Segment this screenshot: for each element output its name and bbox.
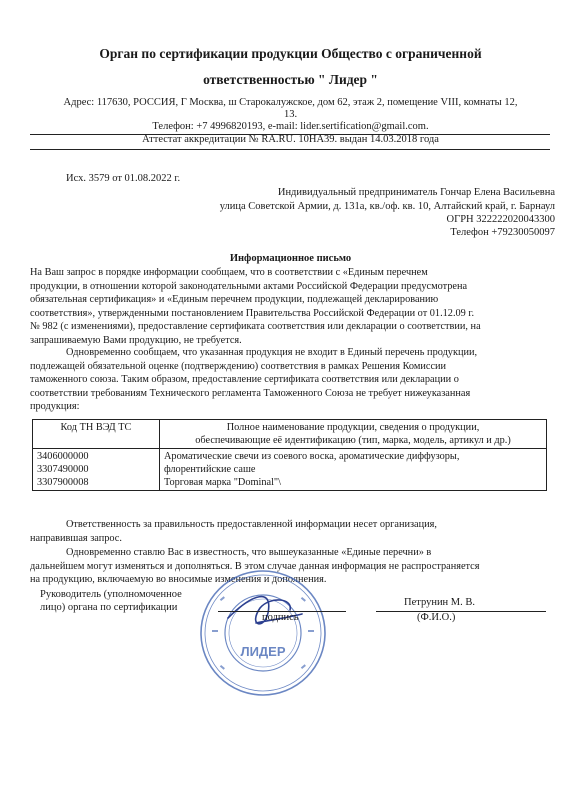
paragraph-1-line: На Ваш запрос в порядке информации сообщаем, что в соответствии с «Единым перечнем bbox=[30, 267, 428, 278]
code-value: 3307900008 bbox=[37, 477, 89, 488]
accreditation: Аттестат аккредитации № RA.RU. 10НА39. выдан 14.03.2018 года bbox=[142, 134, 439, 145]
table-header-row bbox=[33, 420, 547, 449]
table-header-description-line: Полное наименование продукции, сведения о продукции, bbox=[226, 422, 480, 433]
code-value: 3307490000 bbox=[37, 464, 89, 475]
paragraph-1-line: № 982 (с изменениями), предоставление сертификата соответствия или декларации о соответствии, на bbox=[30, 321, 481, 333]
paragraph-1-line: обязательная сертификация» и «Единым перечнем продукции, подлежащей декларированию bbox=[30, 294, 439, 306]
signer-role-line2: лицо) органа по сертификации bbox=[40, 602, 178, 613]
table-header-description-line: обеспечивающие её идентификацию (тип, марка, модель, артикул и др.) bbox=[195, 435, 511, 446]
recipient-name: Индивидуальный предприниматель Гончар Елена Васильевна bbox=[277, 187, 555, 198]
recipient-phone: Телефон +79230050097 bbox=[450, 227, 555, 238]
paragraph-1-line: соответствия», утвержденными постановлением Правительства Российской Федерации от 01.12.09 г. bbox=[30, 307, 475, 319]
header-divider-2 bbox=[30, 149, 550, 150]
phone-email: Телефон: +7 4996820193, e-mail: lider.sertification@gmail.com. bbox=[152, 121, 429, 132]
signature-caption: подпись bbox=[262, 612, 299, 623]
paragraph-2-line: подлежащей обязательной оценке (подтверждению) соответствия в рамках Решения Комиссии bbox=[30, 360, 447, 372]
recipient-ogrn: ОГРН 322222020043300 bbox=[446, 214, 555, 225]
description-line: флорентийские саше bbox=[164, 464, 256, 475]
description-line: Торговая марка "Dominal"\ bbox=[164, 477, 281, 488]
outgoing-number: Исх. 3579 от 01.08.2022 г. bbox=[66, 173, 181, 184]
name-line bbox=[376, 611, 546, 612]
paragraph-4-line: Одновременно ставлю Вас в известность, что вышеуказанные «Единые перечни» в bbox=[66, 547, 432, 558]
paragraph-2 bbox=[30, 346, 550, 414]
code-value: 3406000000 bbox=[37, 451, 89, 462]
stamp-center-text: ЛИДЕР bbox=[240, 644, 286, 659]
paragraph-3 bbox=[30, 518, 550, 545]
paragraph-2-line: продукция: bbox=[30, 401, 80, 413]
paragraph-3-line: Ответственность за правильность предоставленной информации несет организация, bbox=[66, 519, 437, 530]
paragraph-1-line: продукции, в отношении которой законодательными актами Российской Федерации предусмотрена bbox=[30, 280, 468, 292]
paragraph-1-line: запрашиваемую Вами продукцию, не требуется. bbox=[30, 334, 242, 346]
paragraph-3-line: направившая запрос. bbox=[30, 532, 122, 544]
table-header-description bbox=[160, 420, 547, 449]
org-name-line1: Орган по сертификации продукции Общество с ограниченной bbox=[99, 46, 482, 61]
organization-stamp bbox=[198, 568, 328, 698]
address-line2: 13. bbox=[283, 109, 298, 120]
signer-role-line1: Руководитель (уполномоченное bbox=[40, 589, 182, 600]
paragraph-4-line: дальнейшем могут изменяться и дополняться. В этом случае данная информация не распространяется bbox=[30, 560, 480, 572]
table-cell-description bbox=[160, 449, 547, 491]
paragraph-4-line: на продукцию, включаемую во вносимые изменения и дополнения. bbox=[30, 574, 327, 586]
table-row bbox=[33, 449, 547, 491]
address-line1: Адрес: 117630, РОССИЯ, Г Москва, ш Старокалужское, дом 62, этаж 2, помещение VIII, комнаты 12, bbox=[63, 97, 518, 108]
signer-name: Петрунин М. В. bbox=[404, 597, 476, 608]
org-name-line2: ответственностью " Лидер " bbox=[203, 72, 378, 87]
name-caption: (Ф.И.О.) bbox=[417, 612, 456, 623]
paragraph-2-line: Одновременно сообщаем, что указанная продукция не входит в Единый перечень продукции, bbox=[66, 347, 478, 358]
recipient-address: улица Советской Армии, д. 131а, кв./оф. кв. 10, Алтайский край, г. Барнаул bbox=[219, 201, 555, 212]
paragraph-2-line: соответствии требованиям Технического регламента Таможенного Союза не требует нижеуказанная bbox=[30, 387, 471, 399]
letter-title: Информационное письмо bbox=[229, 253, 352, 264]
paragraph-2-line: таможенного союза. Таким образом, предоставление сертификата соответствия или декларации о bbox=[30, 374, 459, 386]
products-table bbox=[32, 419, 547, 491]
paragraph-1 bbox=[30, 266, 550, 348]
table-header-code-label: Код ТН ВЭД ТС bbox=[60, 422, 132, 433]
description-line: Ароматические свечи из соевого воска, ароматические диффузоры, bbox=[164, 451, 460, 462]
table-cell-codes bbox=[33, 449, 160, 491]
table-header-code bbox=[33, 420, 160, 449]
